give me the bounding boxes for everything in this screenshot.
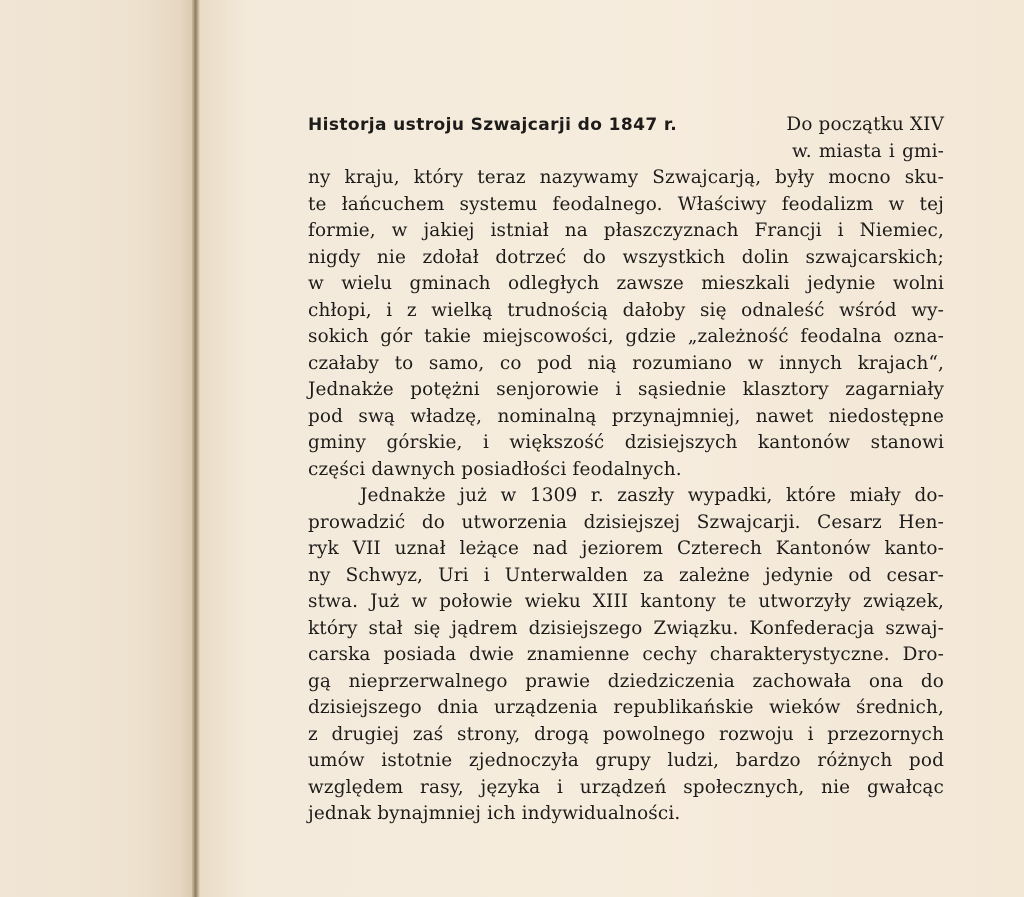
page-text	[308, 112, 944, 828]
text-line: ny Schwyz, Uri i Unterwalden za zależne jedynie od cesar-	[308, 564, 944, 586]
text-line: stwa. Już w połowie wieku XIII kantony te utworzyły związek,	[308, 591, 944, 612]
text-line: pod swą władzę, nominalną przynajmniej, nawet niedostępne	[308, 405, 944, 427]
text-line: w. miasta i gmi-	[792, 140, 944, 162]
text-line: prowadzić do utworzenia dzisiejszej Szwajcarji. Cesarz Hen-	[308, 511, 944, 533]
left-page	[0, 0, 194, 897]
text-line: gminy górskie, i większość dzisiejszych kantonów stanowi	[308, 432, 944, 453]
text-line: Jednakże potężni senjorowie i sąsiednie klasztory zagarniały	[308, 379, 944, 400]
heading-tail: Do początku XIV	[786, 114, 944, 135]
text-line: ny kraju, który teraz nazywamy Szwajcarją, były mocno sku-	[308, 167, 944, 188]
text-line: carska posiada dwie znamienne cechy charakterystyczne. Dro-	[308, 644, 944, 665]
text-line: dzisiejszego dnia urządzenia republikańskie wieków średnich,	[308, 697, 944, 718]
text-line: sokich gór takie miejscowości, gdzie „zależność feodalna ozna-	[308, 326, 944, 347]
text-line: względem rasy, języka i urządzeń społecznych, nie gwałcąc	[308, 776, 944, 798]
book-gutter	[192, 0, 200, 897]
text-line: części dawnych posiadłości feodalnych.	[308, 458, 682, 480]
text-line: z drugiej zaś strony, drogą powolnego rozwoju i przezornych	[308, 723, 944, 745]
text-line: czałaby to samo, co pod nią rozumiano w innych krajach“,	[308, 352, 944, 374]
text-line: chłopi, i z wielką trudnością dałoby się odnaleść wśród wy-	[308, 299, 944, 321]
section-heading: Historja ustroju Szwajcarji do 1847 r.	[308, 115, 678, 135]
text-line: jednak bynajmniej ich indywidualności.	[308, 803, 681, 824]
heading-line	[308, 112, 944, 139]
text-line: który stał się jądrem dzisiejszego Związku. Konfederacja szwaj-	[308, 617, 944, 639]
text-line: ryk VII uznał leżące nad jeziorem Czterech Kantonów kanto-	[308, 538, 944, 559]
text-line: te łańcuchem systemu feodalnego. Właściwy feodalizm w tej	[308, 193, 944, 215]
text-line: nigdy nie zdołał dotrzeć do wszystkich dolin szwajcarskich;	[308, 246, 944, 268]
text-line: gą nieprzerwalnego prawie dziedziczenia zachowała ona do	[308, 670, 944, 692]
text-line: umów istotnie zjednoczyła grupy ludzi, bardzo różnych pod	[308, 750, 944, 771]
text-line: w wielu gminach odległych zawsze mieszkali jedynie wolni	[308, 273, 944, 294]
text-line: formie, w jakiej istniał na płaszczyznach Francji i Niemiec,	[308, 220, 944, 241]
paragraph-first-line: Jednakże już w 1309 r. zaszły wypadki, które miały do-	[360, 485, 944, 506]
